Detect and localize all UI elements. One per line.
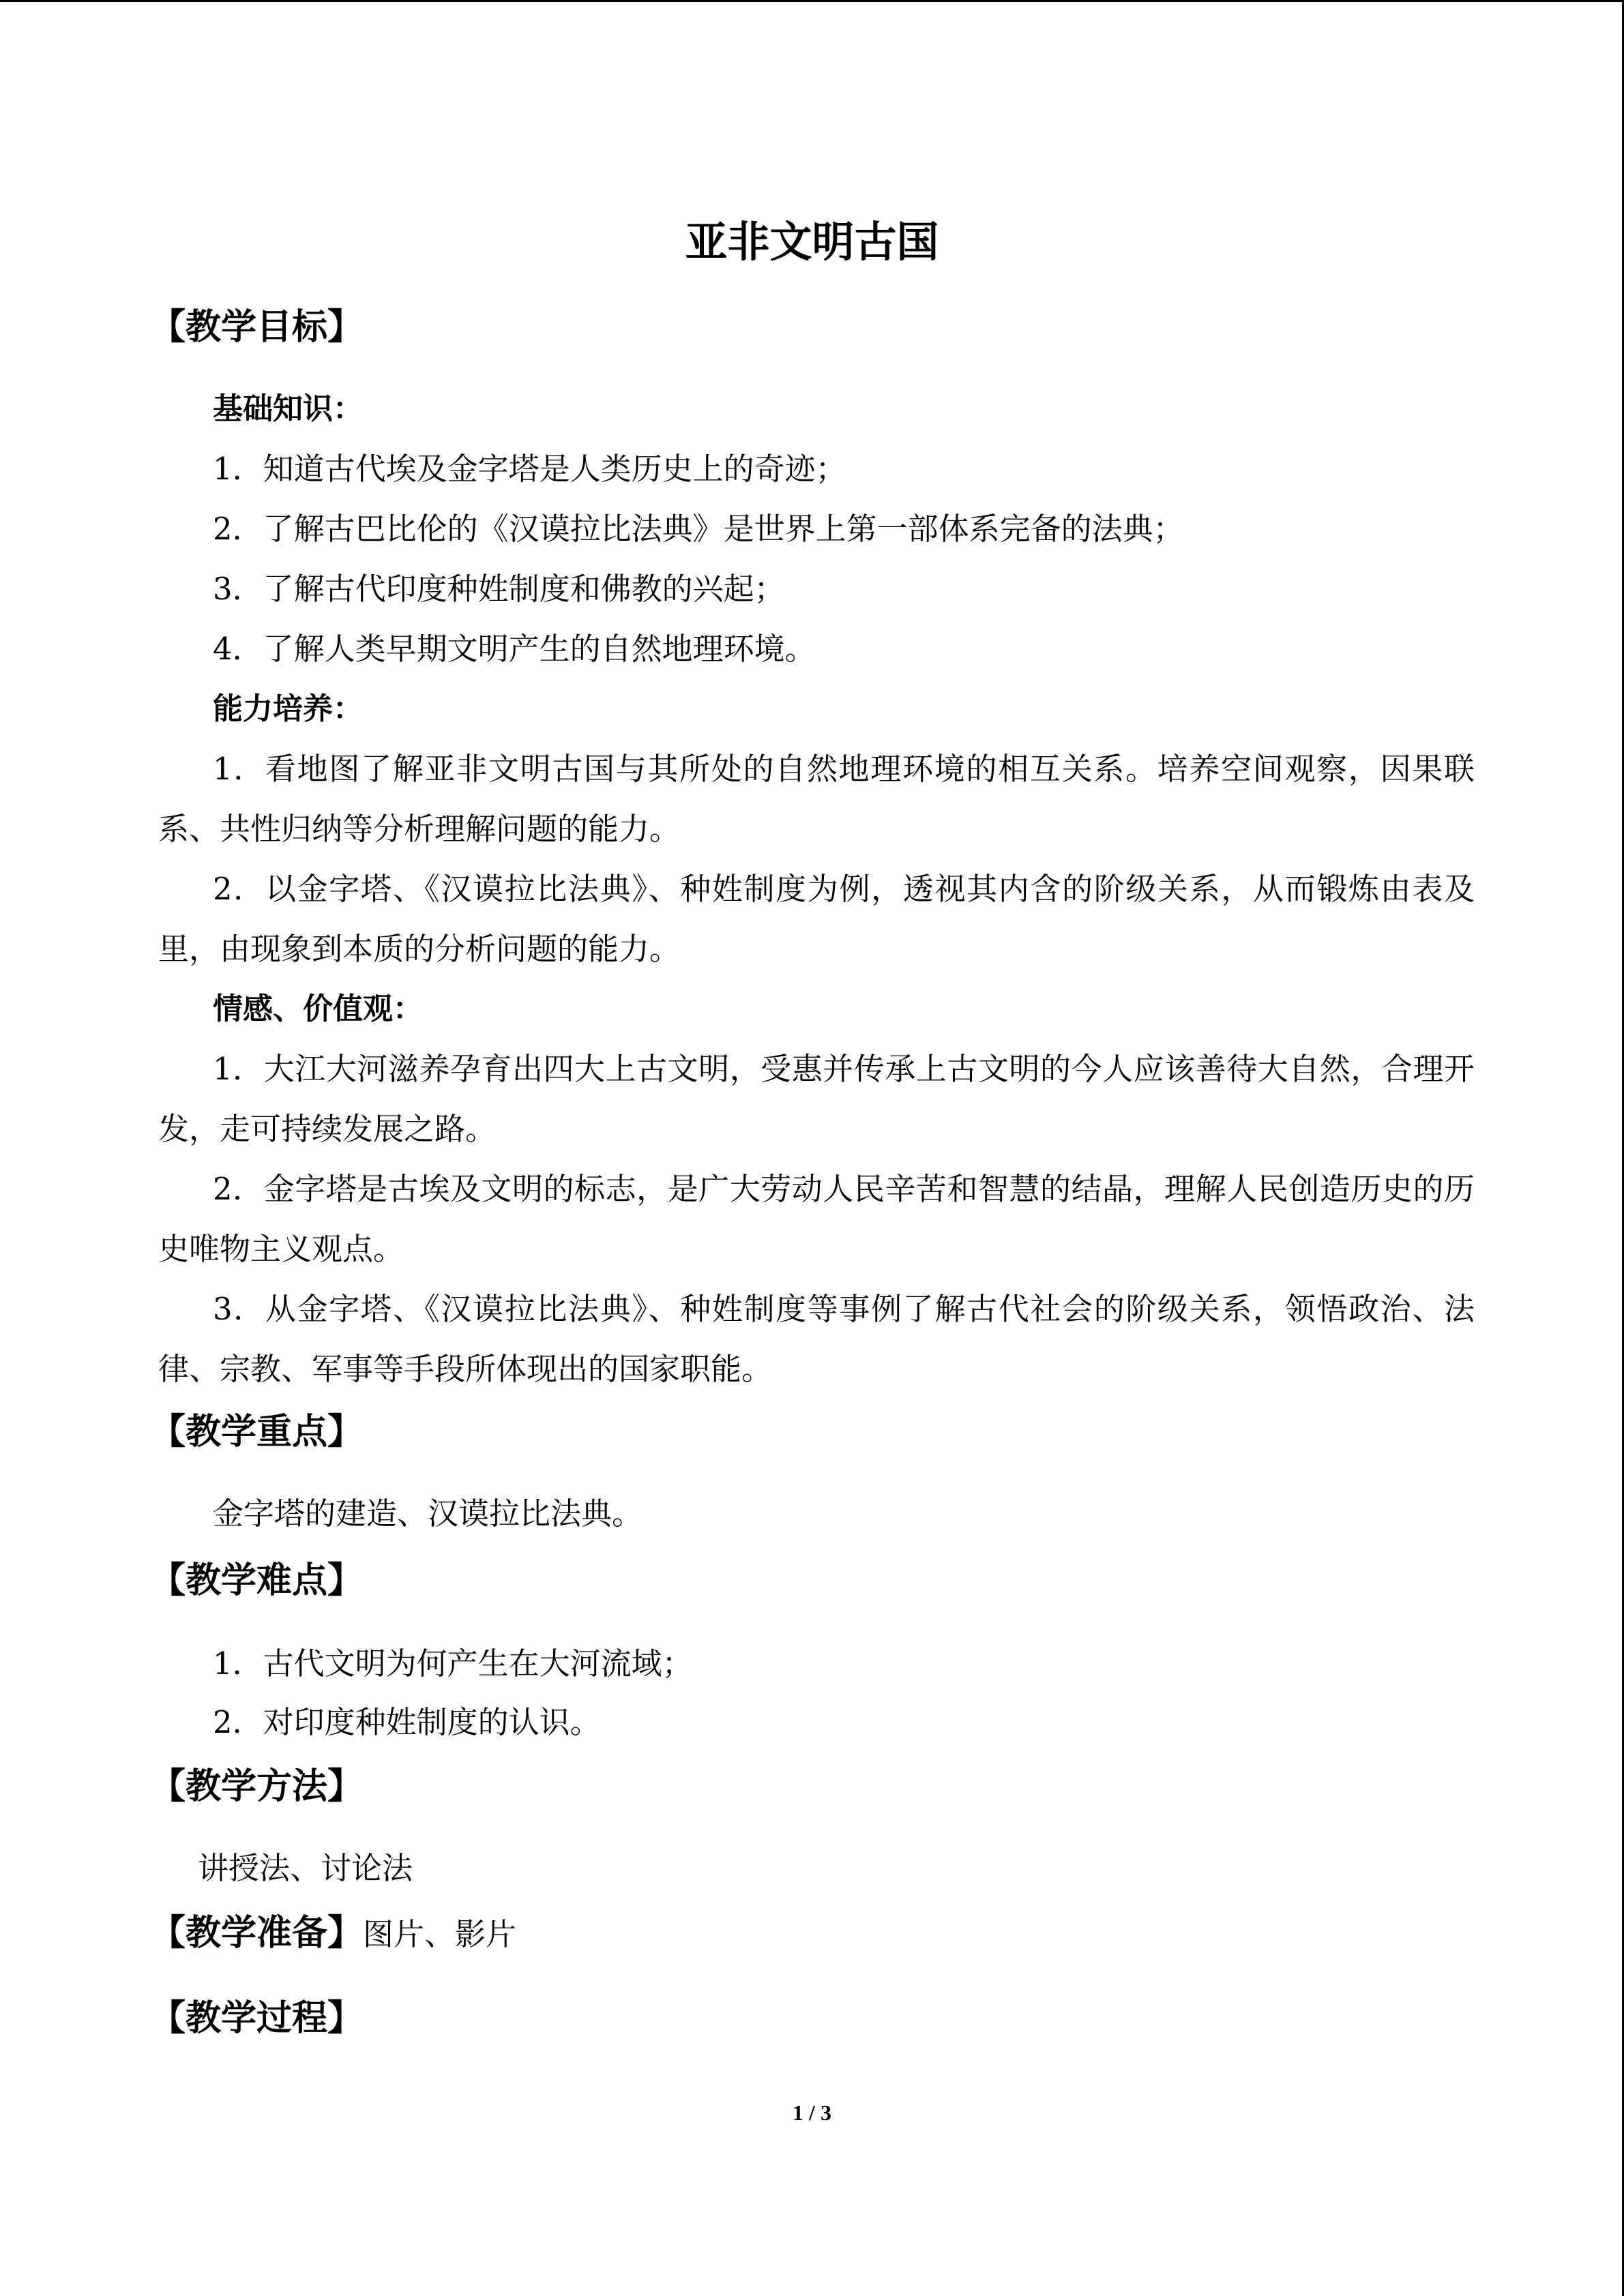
page-number: 1 / 3 xyxy=(793,2100,831,2125)
preparation-heading: 【教学准备】 xyxy=(150,1912,364,1954)
basic-item-1: 1．知道古代埃及金字塔是人类历史上的奇迹； xyxy=(213,451,846,487)
methods-heading: 【教学方法】 xyxy=(150,1765,364,1807)
difficulties-heading: 【教学难点】 xyxy=(150,1560,364,1601)
preparation-text: 图片、影片 xyxy=(363,1916,517,1952)
key-points-heading: 【教学重点】 xyxy=(150,1411,364,1452)
values-item-3: 3．从金字塔、《汉谟拉比法典》、种姓制度等事例了解古代社会的阶级关系，领悟政治、法律、宗教、军事等手段所体现出的国家职能。 xyxy=(158,1291,1475,1387)
values-label: 情感、价值观： xyxy=(213,992,423,1026)
page-top-border xyxy=(0,0,1624,2)
ability-label: 能力培养： xyxy=(213,691,363,726)
process-heading: 【教学过程】 xyxy=(150,1997,364,2039)
difficulty-item-1: 1．古代文明为何产生在大河流域； xyxy=(213,1645,693,1682)
ability-item-1: 1．看地图了解亚非文明古国与其所处的自然地理环境的相互关系。培养空间观察，因果联系、共性归纳等分析理解问题的能力。 xyxy=(158,751,1475,847)
document-title: 亚非文明古国 xyxy=(685,217,939,267)
methods-text: 讲授法、讨论法 xyxy=(198,1850,413,1886)
ability-item-2: 2．以金字塔、《汉谟拉比法典》、种姓制度为例，透视其内含的阶级关系，从而锻炼由表及里，由现象到本质的分析问题的能力。 xyxy=(158,871,1475,967)
preparation-row xyxy=(150,1909,516,1958)
basic-knowledge-label: 基础知识： xyxy=(213,391,363,426)
basic-item-3: 3．了解古代印度种姓制度和佛教的兴起； xyxy=(213,571,785,607)
key-points-text: 金字塔的建造、汉谟拉比法典。 xyxy=(213,1495,643,1532)
basic-item-4: 4．了解人类早期文明产生的自然地理环境。 xyxy=(213,631,816,667)
objectives-heading: 【教学目标】 xyxy=(150,306,364,348)
difficulty-item-2: 2．对印度种姓制度的认识。 xyxy=(213,1704,601,1740)
basic-item-2: 2．了解古巴比伦的《汉谟拉比法典》是世界上第一部体系完备的法典； xyxy=(213,511,1184,547)
values-item-2: 2．金字塔是古埃及文明的标志，是广大劳动人民辛苦和智慧的结晶，理解人民创造历史的历史唯物主义观点。 xyxy=(158,1171,1475,1267)
values-item-1: 1．大江大河滋养孕育出四大上古文明，受惠并传承上古文明的今人应该善待大自然，合理开发，走可持续发展之路。 xyxy=(158,1051,1475,1147)
